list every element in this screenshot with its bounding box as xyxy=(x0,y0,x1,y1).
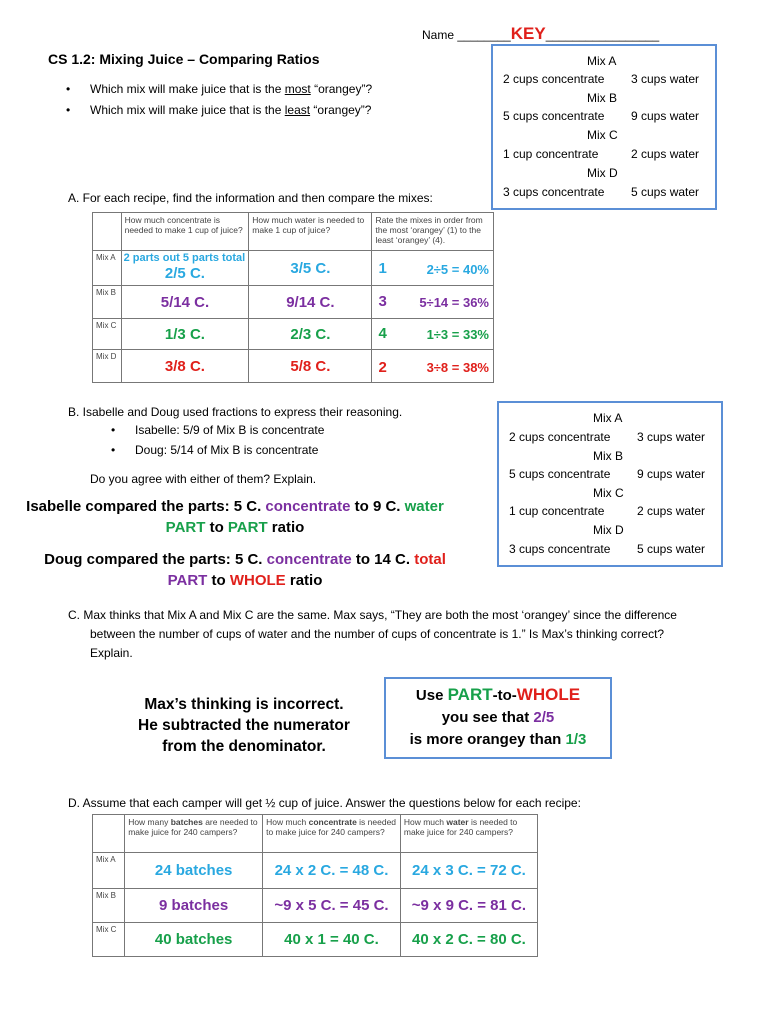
part-c-line3: Explain. xyxy=(90,646,133,660)
bullet-isabelle: Isabelle: 5/9 of Mix B is concentrate xyxy=(135,423,325,437)
table-row: Mix B 9 batches ~9 x 5 C. = 45 C. ~9 x 9 C. = 81 C. xyxy=(93,889,538,923)
name-value: KEY xyxy=(510,24,546,43)
part-c-line2: between the number of cups of water and the number of cups of concentrate is 1.” Is Max’s thinking correct? xyxy=(90,627,665,641)
part-to-whole-box: Use PART-to-WHOLE you see that 2/5 is more orangey than 1/3 xyxy=(384,677,612,759)
part-b-question: Do you agree with either of them? Explain. xyxy=(90,472,317,486)
table-row: Mix B 5/14 C. 9/14 C. 3 5÷14 = 36% xyxy=(93,286,494,319)
name-line: Name ________KEY_________________ xyxy=(422,24,660,43)
table-row: Mix A 24 batches 24 x 2 C. = 48 C. 24 x 3 C. = 72 C. xyxy=(93,853,538,889)
bullet-doug: Doug: 5/14 of Mix B is concentrate xyxy=(135,443,319,457)
part-c-line1: C. Max thinks that Mix A and Mix C are the same. Max says, “They are both the most ‘orangey’ since the difference xyxy=(68,608,677,622)
question-most: Which mix will make juice that is the most “orangey”? xyxy=(90,82,373,96)
doug-explanation: Doug compared the parts: 5 C. concentrate to 14 C. total PART to WHOLE ratio xyxy=(44,551,446,589)
max-answer: Max’s thinking is incorrect. He subtracted the numerator from the denominator. xyxy=(138,696,350,755)
mix-a-note: 2 parts out 5 parts total xyxy=(123,252,246,264)
table-row: Mix C 1/3 C. 2/3 C. 4 1÷3 = 33% xyxy=(93,319,494,350)
page-title: CS 1.2: Mixing Juice – Comparing Ratios xyxy=(48,51,320,67)
part-d-table: How many batches are needed to make juice for 240 campers? How much concentrate is needed to make juice for 240 campers? How much water is needed to make juice for 240 campers? Mix A 24 batches 24 x 2 C. = 48 C. 24 x 3 C. = 72 C. Mix B 9 batches ~9 x 5 C. = 45 C. ~9 x 9 C. = 81 C. Mix C 40 batches 40 x 1 = 40 C. 40 x 2 C. = 80 C. xyxy=(92,814,538,957)
part-d-prompt: D. Assume that each camper will get ½ cup of juice. Answer the questions below for each recipe: xyxy=(68,796,581,810)
part-b-prompt: B. Isabelle and Doug used fractions to express their reasoning. xyxy=(68,405,403,419)
question-least: Which mix will make juice that is the least “orangey”? xyxy=(90,103,372,117)
isabelle-explanation: Isabelle compared the parts: 5 C. concentrate to 9 C. water PART to PART ratio xyxy=(26,498,444,536)
table-row: Mix A 2 parts out 5 parts total 2/5 C. 3/5 C. 1 2÷5 = 40% xyxy=(93,251,494,286)
part-a-table: How much concentrate is needed to make 1 cup of juice? How much water is needed to make 1 cup of juice? Rate the mixes in order from the most ‘orangey’ (1) to the least ‘orangey’ (4). Mix A 2 parts out 5 parts total 2/5 C. 3/5 C. 1 2÷5 = 40% Mix B 5/14 C. 9/14 C. 3 5÷14 = 36% Mix C 1/3 C. 2/3 C. 4 1÷3 = 33% Mix D 3/8 C. 5/8 C. 2 3÷8 = 38% xyxy=(92,212,494,383)
mix-recipes-box: Mix A 2 cups concentrate 3 cups water Mix B 5 cups concentrate 9 cups water Mix C 1 cup concentrate 2 cups water Mix D 3 cups concentrate 5 cups water xyxy=(491,44,717,210)
mix-recipes-box-2: Mix A 2 cups concentrate 3 cups water Mix B 5 cups concentrate 9 cups water Mix C 1 cup concentrate 2 cups water Mix D 3 cups concentrate 5 cups water xyxy=(497,401,723,567)
table-row: Mix D 3/8 C. 5/8 C. 2 3÷8 = 38% xyxy=(93,350,494,383)
table-row: Mix C 40 batches 40 x 1 = 40 C. 40 x 2 C. = 80 C. xyxy=(93,923,538,957)
part-a-prompt: A. For each recipe, find the information and then compare the mixes: xyxy=(68,191,433,205)
